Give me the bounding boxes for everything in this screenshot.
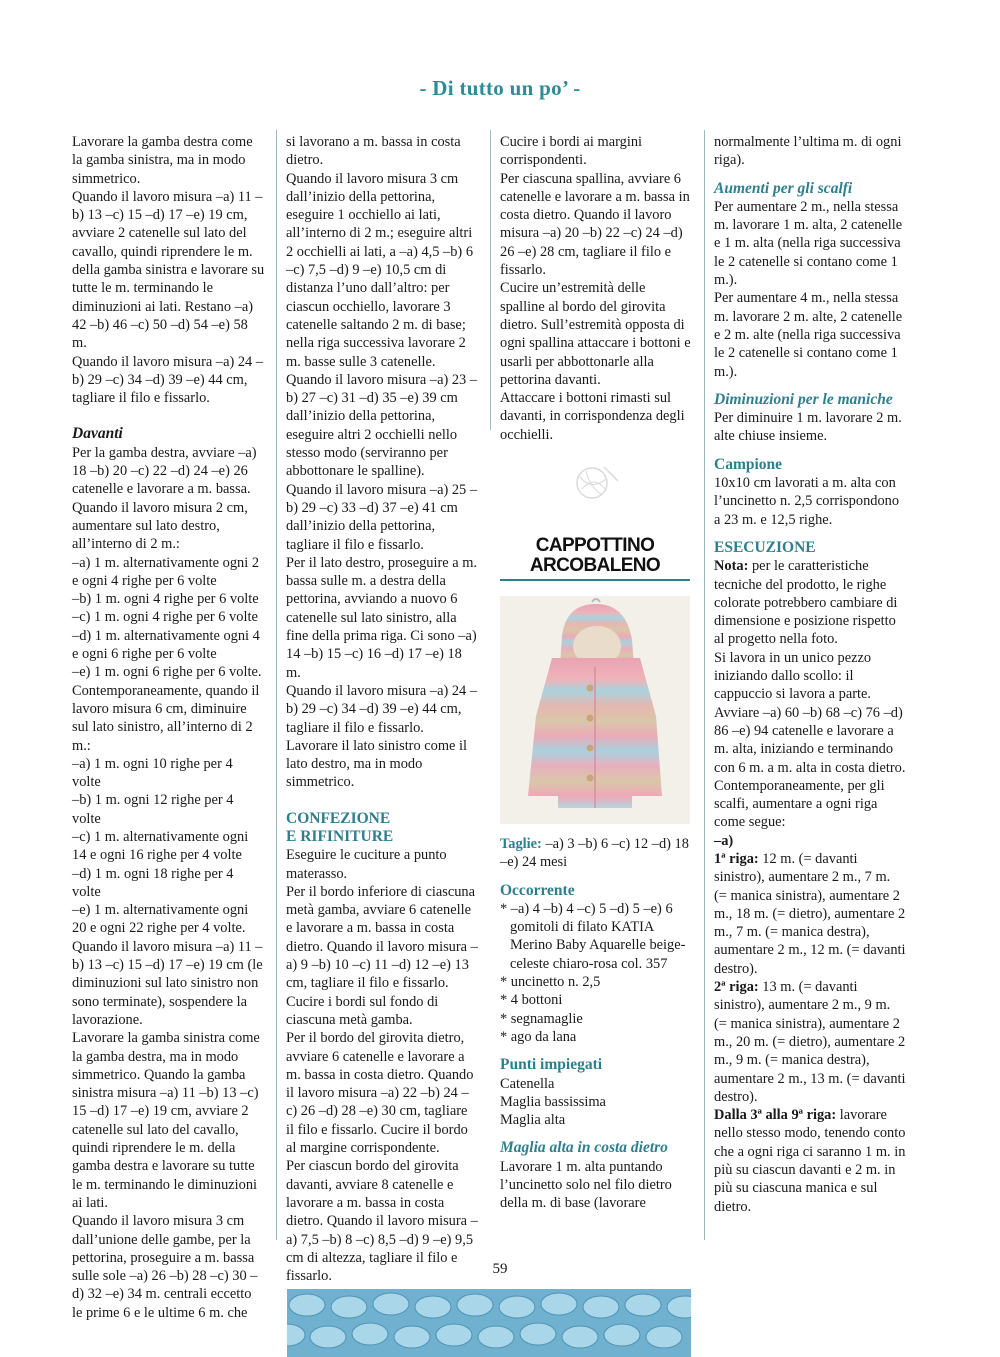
paragraph: Quando il lavoro misura –a) 24 –b) 29 –c) 34 –d) 39 –e) 44 cm, tagliare il filo e fissarlo. xyxy=(72,353,264,407)
paragraph: Lavorare la gamba destra come la gamba sinistra, ma in modo simmetrico. xyxy=(72,134,253,187)
paragraph: Per aumentare 4 m., nella stessa m. lavorare 2 m. alte, 2 catenelle e 2 m. alte (nella riga successiva le 2 catenelle si contano come 1 m.). xyxy=(714,290,903,380)
list-item: –d) 1 m. ogni 18 righe per 4 volte xyxy=(72,865,234,900)
product-photo xyxy=(500,596,690,824)
yarn-ball-icon xyxy=(572,461,620,501)
nota-text: per le caratteristiche tecniche del prodotto, le righe colorate potrebbero cambiare di dimensione e posizione rispetto al progetto nella foto. xyxy=(714,558,898,648)
knit-texture-image xyxy=(287,1289,691,1357)
section-heading-confezione: CONFEZIONE E RIFINITURE xyxy=(286,809,394,845)
paragraph: Quando il lavoro misura –a) 11 –b) 13 –c) 15 –d) 17 –e) 19 cm (le diminuzioni sul lato sinistro non sono terminate), sospendere la lavorazione. xyxy=(72,938,263,1028)
paragraph: Cucire un’estremità delle spalline al bordo del girovita dietro. Sull’estremità opposta di ogni spallina attaccare i bottoni e usarli per abbottonarle alla pettorina davanti. xyxy=(500,280,691,388)
paragraph: Avviare –a) 60 –b) 68 –c) 76 –d) 86 –e) 94 catenelle e lavorare a m. alta, iniziando e terminando con 6 m. a m. alta in costa dietro. xyxy=(714,704,906,776)
list-item: Maglia bassissima xyxy=(500,1093,606,1110)
taglie-label: Taglie: xyxy=(500,836,542,852)
paragraph: Per il bordo inferiore di ciascuna metà gamba, avviare 6 catenelle e lavorare a m. bassa in costa dietro. Quando il lavoro misura –a) 9 –b) 10 –c) 11 –d) 12 –e) 13 cm, tagliare il filo e fissarlo. Cucire i bordi sul fondo di ciascuna metà gamba. xyxy=(286,883,478,1028)
column-2 xyxy=(286,133,478,1285)
section-heading-punti: Punti impiegati xyxy=(500,1056,603,1074)
list-item: * segnamaglie xyxy=(500,1010,583,1027)
list-item: –e) 1 m. ogni 6 righe per 6 volte. xyxy=(72,664,262,681)
list-item: –d) 1 m. alternativamente ogni 4 e ogni 6 righe per 6 volte xyxy=(72,627,260,663)
section-heading-maglia: Maglia alta in costa dietro xyxy=(500,1139,668,1157)
nota-label: Nota: xyxy=(714,558,749,575)
column-divider xyxy=(704,130,705,1240)
title-line: ARCOBALENO xyxy=(529,555,661,576)
list-item: –b) 1 m. ogni 4 righe per 6 volte xyxy=(72,591,259,608)
section-heading-occorrente: Occorrente xyxy=(500,881,575,899)
paragraph: Cucire i bordi ai margini corrispondenti. xyxy=(500,134,643,169)
list-item: –a) 1 m. ogni 10 righe per 4 volte xyxy=(72,755,233,791)
title-line: CAPPOTTINO xyxy=(535,535,655,556)
paragraph: 10x10 cm lavorati a m. alta con l’uncinetto n. 2,5 corrispondono a 23 m. e 12,5 righe. xyxy=(714,475,900,528)
riga-label: 1ª riga: xyxy=(714,850,759,867)
paragraph: Per la gamba destra, avviare –a) 18 –b) 20 –c) 22 –d) 24 –e) 26 catenelle e lavorare a m. bassa. xyxy=(72,444,257,498)
page-number: 59 xyxy=(492,1261,508,1277)
riga-text: lavorare nello stesso modo, tenendo conto che a ogni riga ci saranno 1 m. in più su ciascun davanti e 2 m. in più su ciascuna manica e sul dietro. xyxy=(714,1107,906,1215)
list-item: –c) 1 m. alternativamente ogni 14 e ogni 16 righe per 4 volte xyxy=(72,828,249,864)
paragraph: Per aumentare 2 m., nella stessa m. lavorare 1 m. alta, 2 catenelle e 1 m. alta (nella riga successiva le 2 catenelle si contano come 1 m.). xyxy=(714,198,903,289)
paragraph: Attaccare i bottoni rimasti sul davanti, in corrispondenza degli occhielli. xyxy=(500,390,685,443)
paragraph: Quando il lavoro misura 3 cm dall’inizio della pettorina, eseguire 1 occhiello ai lati, all’interno di 2 m.; eseguire altri 2 occhielli ai lati, a –a) 4,5 –b) 6 –c) 7,5 –d) 9 –e) 10,5 cm di distanza l’uno dall’altro: per ciascun occhiello, lavorare 3 catenelle saltando 2 m. di base; nella riga successiva lavorare 2 m. basse sulle 3 catenelle. xyxy=(286,170,474,370)
paragraph: Per diminuire 1 m. lavorare 2 m. alte chiuse insieme. xyxy=(714,410,902,445)
column-divider xyxy=(276,130,277,1240)
page-header: - Di tutto un po’ - xyxy=(419,76,581,100)
list-item: –c) 1 m. ogni 4 righe per 6 volte xyxy=(72,609,258,626)
list-item: –a) 1 m. alternativamente ogni 2 e ogni 4 righe per 6 volte xyxy=(72,554,260,589)
paragraph: Per ciascuna spallina, avviare 6 catenelle e lavorare a m. bassa in costa dietro. Quando il lavoro misura –a) 20 –b) 22 –c) 24 –d) 26 –e) 28 cm, tagliare il filo e fissarlo. xyxy=(500,170,690,279)
list-item: Maglia alta xyxy=(500,1112,566,1129)
list-item: –b) 1 m. ogni 12 righe per 4 volte xyxy=(72,792,234,827)
paragraph: Si lavora in un unico pezzo iniziando dallo scollo: il cappuccio si lavora a parte. xyxy=(714,649,872,703)
list-item: * 4 bottoni xyxy=(500,992,563,1009)
riga-label: Dalla 3ª alla 9ª riga: xyxy=(714,1107,837,1124)
paragraph: Eseguire le cuciture a punto materasso. xyxy=(286,847,447,882)
taglie-text: –a) 3 –b) 6 –c) 12 –d) 18 –e) 24 mesi xyxy=(500,836,689,871)
column-4 xyxy=(714,133,906,1216)
section-heading-davanti: Davanti xyxy=(72,425,123,443)
paragraph: Contemporaneamente, per gli scalfi, aumentare a ogni riga come segue: xyxy=(714,777,885,831)
paragraph: Quando il lavoro misura 2 cm, aumentare sul lato destro, all’interno di 2 m.: xyxy=(72,499,248,553)
section-heading-diminuzioni: Diminuzioni per le maniche xyxy=(714,390,893,408)
paragraph: Quando il lavoro misura –a) 25 –b) 29 –c) 33 –d) 37 –e) 41 cm dall’inizio della pettorina, tagliare il filo e fissarlo. xyxy=(286,481,478,553)
section-heading-aumenti: Aumenti per gli scalfi xyxy=(714,179,853,197)
column-divider xyxy=(490,130,491,430)
paragraph: Per ciascun bordo del girovita davanti, avviare 8 catenelle e lavorare a m. bassa in costa dietro. Quando il lavoro misura –a) 7,5 –b) 8 –c) 8,5 –d) 9 –e) 9,5 cm di altezza, tagliare il filo e fissarlo. xyxy=(286,1158,478,1285)
section-heading-campione: Campione xyxy=(714,455,783,473)
riga-text: 12 m. (= davanti sinistro), aumentare 2 m., 7 m. (= manica sinistra), aumentare 2 m., 18 m. (= dietro), aumentare 2 m., 7 m. (= manica destra), aumentare 2 m., 12 m. (= davanti destro). xyxy=(714,850,906,977)
paragraph: Quando il lavoro misura 3 cm dall’unione delle gambe, per la pettorina, proseguire a m. bassa sulle sole –a) 26 –b) 28 –c) 30 –d) 32 –e) 34 m. centrali eccetto le prime 6 e le ultime 6 m. che xyxy=(72,1213,258,1321)
column-3 xyxy=(500,133,692,444)
paragraph: Lavorare 1 m. alta puntando l’uncinetto solo nel filo dietro della m. di base (lavorare xyxy=(500,1158,672,1212)
list-item: * –a) 4 –b) 4 –c) 5 –d) 5 –e) 6 gomitoli di filato KATIA Merino Baby Aquarelle beige-celeste chiaro-rosa col. 357 xyxy=(500,900,686,972)
list-item: –e) 1 m. alternativamente ogni 20 e ogni 22 righe per 4 volte. xyxy=(72,902,249,937)
list-item: * ago da lana xyxy=(500,1028,577,1045)
list-item: Catenella xyxy=(500,1075,555,1092)
pattern-title xyxy=(500,536,690,576)
paragraph: Quando il lavoro misura –a) 24 –b) 29 –c) 34 –d) 39 –e) 44 cm, tagliare il filo e fissarlo. xyxy=(286,682,478,736)
list-item: * uncinetto n. 2,5 xyxy=(500,974,601,991)
paragraph: Quando il lavoro misura –a) 23 –b) 27 –c) 31 –d) 35 –e) 39 cm dall’inizio della pettorina, eseguire altri 2 occhielli nello stesso modo (serviranno per abbottonare le spalline). xyxy=(286,371,478,480)
paragraph: si lavorano a m. bassa in costa dietro. xyxy=(286,134,461,169)
paragraph: Lavorare la gamba sinistra come la gamba destra, ma in modo simmetrico. Quando la gamba sinistra misura –a) 11 –b) 13 –c) 15 –d) 17 –e) 19 cm, avviare 2 catenelle sul lato del cavallo, quindi riprendere le m. della gamba destra e lavorare su tutte le m. terminando le diminuzioni ai lati. xyxy=(72,1030,260,1211)
riga-text: 13 m. (= davanti sinistro), aumentare 2 m., 9 m. (= manica sinistra), aumentare 2 m., 20 m. (= dietro), aumentare 2 m., 9 m. (= manica destra), aumentare 2 m., 13 m. (= davanti destro). xyxy=(714,979,906,1105)
title-underline xyxy=(500,579,690,581)
paragraph: Quando il lavoro misura –a) 11 –b) 13 –c) 15 –d) 17 –e) 19 cm, avviare 2 catenelle sul lato del cavallo, quindi riprendere le m. della gamba sinistra e lavorare su tutte le m. terminando le diminuzioni ai lati. Restano –a) 42 –b) 46 –c) 50 –d) 54 –e) 58 m. xyxy=(72,188,265,352)
riga-label: 2ª riga: xyxy=(714,979,759,996)
size-label: –a) xyxy=(714,832,734,849)
paragraph: Contemporaneamente, quando il lavoro misura 6 cm, diminuire sul lato sinistro, all’interno di 2 m.: xyxy=(72,682,260,754)
section-heading-esecuzione: ESECUZIONE xyxy=(714,538,816,556)
paragraph: Per il bordo del girovita dietro, avviare 6 catenelle e lavorare a m. bassa in costa dietro. Quando il lavoro misura –a) 22 –b) 24 –c) 26 –d) 28 –e) 30 cm, tagliare il filo e fissarlo. Cucire il bordo al margine corrispondente. xyxy=(286,1030,474,1157)
pattern-info xyxy=(500,835,692,1213)
paragraph: Per il lato destro, proseguire a m. bassa sulle m. a destra della pettorina, avviando a nuovo 6 catenelle sul lato sinistro, alla fine della prima riga. Ci sono –a) 14 –b) 15 –c) 16 –d) 17 –e) 18 m. xyxy=(286,554,478,681)
column-1 xyxy=(72,133,265,1322)
paragraph: Lavorare il lato sinistro come il lato destro, ma in modo simmetrico. xyxy=(286,737,468,791)
paragraph: normalmente l’ultima m. di ogni riga). xyxy=(714,134,902,169)
